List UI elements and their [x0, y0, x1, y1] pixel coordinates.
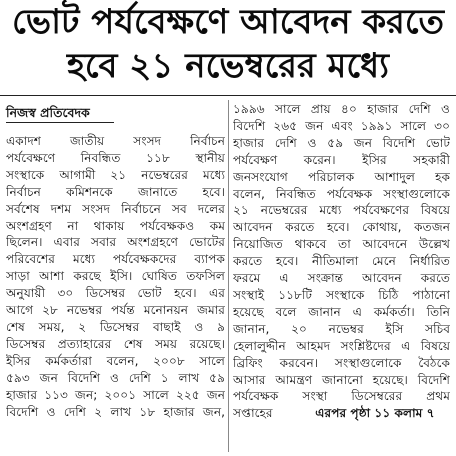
- continued-on-page-link[interactable]: এরপর পৃষ্ঠা ১১ কলাম ৭: [315, 406, 435, 421]
- body-line: ছিলেন। এবার সবার অংশগ্রহণে ভোটের: [6, 235, 225, 250]
- body-line: ৫৯৩ জন বিদেশি ও দেশি ১ লাখ ৫৯: [6, 370, 225, 385]
- body-line: আবেদন করতে হবে। কোথায়, কতজন: [233, 220, 450, 235]
- body-line: ২১ নভেম্বরের মধ্যে পর্যবেক্ষণের বিষয়ে: [233, 203, 450, 218]
- body-line: পর্যবেক্ষক সংস্থা ডিসেম্বরের প্রথম: [233, 389, 450, 404]
- body-line: বিদেশি ২৬৫ জন এবং ১৯৯১ সালে ৩০: [233, 118, 450, 133]
- body-line: হাজার দেশি ও ৫৯ জন বিদেশি ভোট: [233, 135, 450, 150]
- body-line: ১৯৯৬ সালে প্রায় ৪০ হাজার দেশি ও: [233, 102, 450, 116]
- body-line: একাদশ জাতীয় সংসদ নির্বাচন: [6, 134, 225, 148]
- body-line: ব্রিফিং করবেন। সংস্থাগুলোকে বৈঠকে: [233, 355, 450, 370]
- body-line: সংস্থাই ১১৮টি সংস্থাকে চিঠি পাঠানো: [233, 287, 450, 302]
- article-column-left: [6, 133, 225, 453]
- column-divider: [228, 100, 229, 452]
- body-line: সংস্থাকে আগামী ২১ নভেম্বরের মধ্যে: [6, 167, 225, 182]
- body-line-tail: সপ্তাহের: [233, 406, 273, 421]
- body-line: আসার আমন্ত্রণ জানানো হয়েছে। বিদেশি: [233, 372, 450, 387]
- body-line: শেষ সময়, ২ ডিসেম্বর বাছাই ও ৯: [6, 319, 225, 334]
- top-divider: [0, 95, 456, 96]
- body-line: পর্যবেক্ষণে নিবন্ধিত ১১৮ স্থানীয়: [6, 150, 225, 165]
- headline-line-2: হবে ২১ নভেম্বরের মধ্যে: [67, 46, 389, 86]
- article-column-right: [233, 101, 450, 453]
- body-line: হাজার ১১৩ জন; ২০০১ সালে ২২৫ জন: [6, 387, 225, 402]
- body-line: ডিসেম্বর প্রত্যাহারের শেষ সময় রয়েছে।: [6, 336, 225, 351]
- body-line-last: [233, 405, 450, 422]
- body-line: সাড়া আশা করছে ইসি। ঘোষিত তফসিল: [6, 269, 225, 284]
- body-line: ইসির কর্মকর্তারা বলেন, ২০০৮ সালে: [6, 353, 225, 368]
- body-line: হেলালুদ্দীন আহমদ সংশ্লিষ্টদের এ বিষয়ে: [233, 338, 450, 353]
- body-line: পর্যবেক্ষণ করেন। ইসির সহকারী: [233, 152, 450, 167]
- headline: [0, 0, 456, 88]
- byline-underline: [6, 122, 114, 123]
- headline-line-1: ভোট পর্যবেক্ষণে আবেদন করতে: [11, 2, 445, 42]
- body-line: পরিবেশের মধ্যে পর্যবেক্ষকদের ব্যাপক: [6, 252, 225, 267]
- body-line: সর্বশেষ দশম সংসদ নির্বাচনে সব দলের: [6, 201, 225, 216]
- byline: নিজস্ব প্রতিবেদক: [6, 105, 90, 120]
- body-line: আগে ২৮ নভেম্বর পর্যন্ত মনোনয়ন জমার: [6, 303, 225, 318]
- body-line: অংশগ্রহণ না থাকায় পর্যবেক্ষকও কম: [6, 218, 225, 233]
- body-line: জনসংযোগ পরিচালক আশাদুল হক: [233, 169, 450, 184]
- body-line: অনুযায়ী ৩০ ডিসেম্বর ভোট হবে। এর: [6, 286, 225, 301]
- body-line: বিদেশি ও দেশি ২ লাখ ১৮ হাজার জন,: [6, 404, 225, 419]
- body-line: নিয়োজিত থাকবে তা আবেদনে উল্লেখ: [233, 237, 450, 252]
- body-line: হয়েছে বলে জানান এ কর্মকর্তা। তিনি: [233, 304, 450, 319]
- body-line: জানান, ২০ নভেম্বর ইসি সচিব: [233, 321, 450, 336]
- body-line: বলেন, নিবন্ধিত পর্যবেক্ষক সংস্থাগুলোকে: [233, 186, 450, 201]
- body-line: ফরমে এ সংক্রান্ত আবেদন করতে: [233, 271, 450, 286]
- body-line: করতে হবে। নীতিমালা মেনে নির্ধারিত: [233, 254, 450, 269]
- body-line: নির্বাচন কমিশনকে জানাতে হবে।: [6, 184, 225, 199]
